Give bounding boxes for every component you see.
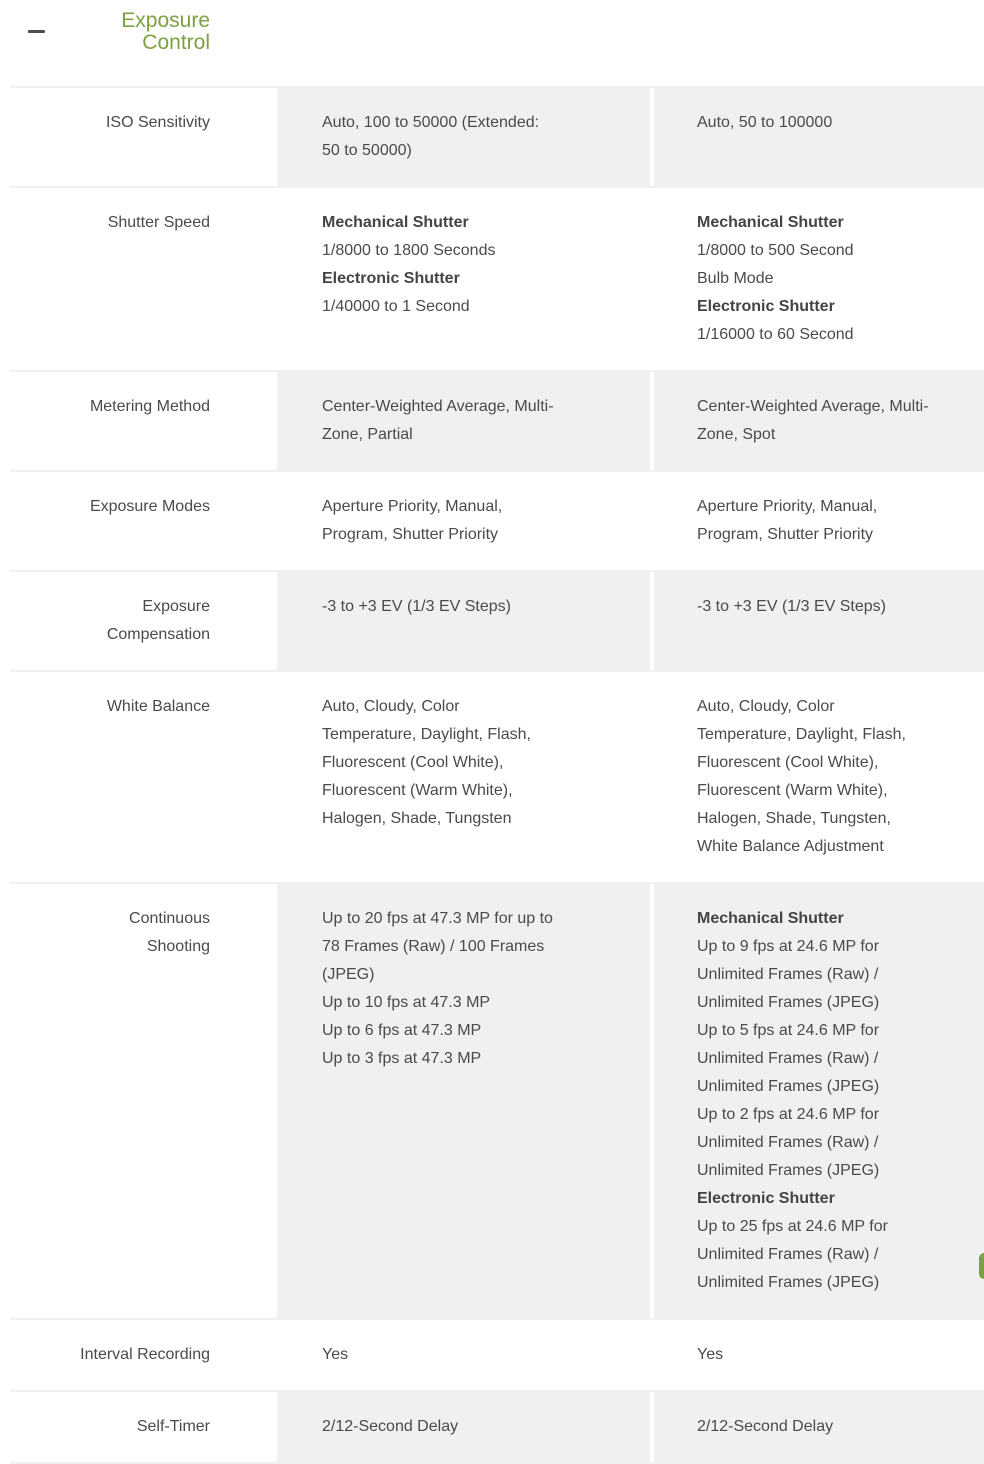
- section-title[interactable]: Exposure Control: [121, 9, 210, 54]
- spec-line: Aperture Priority, Manual, Program, Shutter Priority: [697, 498, 878, 543]
- spec-line: 1/16000 to 60 Second: [697, 326, 854, 343]
- spec-line: -3 to +3 EV (1/3 EV Steps): [697, 598, 886, 615]
- spec-value-product2: [654, 188, 984, 370]
- spec-line: Electronic Shutter: [697, 1190, 835, 1207]
- spec-row-label: Metering Method: [0, 372, 277, 470]
- spec-row: [0, 188, 984, 370]
- spec-value-product1: [277, 572, 650, 670]
- spec-row-label: White Balance: [0, 672, 277, 882]
- spec-line: Mechanical Shutter: [322, 214, 469, 231]
- spec-line: Up to 2 fps at 24.6 MP for Unlimited Frames (Raw) / Unlimited Frames (JPEG): [697, 1106, 880, 1179]
- spec-line: 2/12-Second Delay: [322, 1418, 459, 1435]
- floating-action-button-edge[interactable]: [979, 1253, 984, 1279]
- spec-value-product2: [654, 372, 984, 470]
- spec-row-label: Shutter Speed: [0, 188, 277, 370]
- spec-value-product2: [654, 1320, 984, 1390]
- spec-value-product2: [654, 884, 984, 1318]
- spec-table: [0, 86, 984, 1464]
- spec-value-product1: [277, 372, 650, 470]
- spec-row-label: Interval Recording: [0, 1320, 277, 1390]
- spec-line: Up to 10 fps at 47.3 MP: [322, 994, 491, 1011]
- spec-row-label: ISO Sensitivity: [0, 88, 277, 186]
- spec-line: Center-Weighted Average, Multi-Zone, Spot: [697, 398, 929, 443]
- spec-line: Up to 5 fps at 24.6 MP for Unlimited Frames (Raw) / Unlimited Frames (JPEG): [697, 1022, 880, 1095]
- spec-value-product1: [277, 1320, 650, 1390]
- spec-line: 1/8000 to 1800 Seconds: [322, 242, 496, 259]
- spec-value-product2: [654, 88, 984, 186]
- spec-row: [0, 672, 984, 882]
- spec-line: Up to 3 fps at 47.3 MP: [322, 1050, 482, 1067]
- section-header[interactable]: [0, 0, 984, 54]
- spec-value-product1: [277, 88, 650, 186]
- spec-line: 2/12-Second Delay: [697, 1418, 834, 1435]
- spec-line: Mechanical Shutter: [697, 910, 844, 927]
- spec-row: [0, 88, 984, 186]
- spec-line: Aperture Priority, Manual, Program, Shutter Priority: [322, 498, 503, 543]
- spec-line: Mechanical Shutter: [697, 214, 844, 231]
- spec-line: Auto, Cloudy, Color Temperature, Daylight, Flash, Fluorescent (Cool White), Fluorescent (Warm White), Halogen, Shade, Tungsten, White Balance Adjustment: [697, 698, 906, 855]
- spec-value-product2: [654, 572, 984, 670]
- spec-line: Auto, 50 to 100000: [697, 114, 833, 131]
- spec-value-product1: [277, 672, 650, 882]
- spec-value-product1: [277, 472, 650, 570]
- spec-row: [0, 1320, 984, 1390]
- spec-line: 1/40000 to 1 Second: [322, 298, 470, 315]
- spec-line: Auto, Cloudy, Color Temperature, Daylight, Flash, Fluorescent (Cool White), Fluorescent (Warm White), Halogen, Shade, Tungsten: [322, 698, 531, 827]
- spec-line: 1/8000 to 500 Second: [697, 242, 854, 259]
- spec-line: -3 to +3 EV (1/3 EV Steps): [322, 598, 511, 615]
- spec-line: Up to 20 fps at 47.3 MP for up to 78 Frames (Raw) / 100 Frames (JPEG): [322, 910, 553, 983]
- spec-value-product2: [654, 472, 984, 570]
- spec-value-product1: [277, 188, 650, 370]
- spec-line: Up to 6 fps at 47.3 MP: [322, 1022, 482, 1039]
- spec-value-product2: [654, 672, 984, 882]
- spec-row-label: Exposure Compensation: [0, 572, 277, 670]
- spec-line: Up to 25 fps at 24.6 MP for Unlimited Frames (Raw) / Unlimited Frames (JPEG): [697, 1218, 888, 1291]
- spec-line: Yes: [322, 1346, 349, 1363]
- spec-line: Electronic Shutter: [697, 298, 835, 315]
- spec-line: Center-Weighted Average, Multi-Zone, Partial: [322, 398, 554, 443]
- spec-line: Up to 9 fps at 24.6 MP for Unlimited Frames (Raw) / Unlimited Frames (JPEG): [697, 938, 880, 1011]
- spec-row-label: Exposure Modes: [0, 472, 277, 570]
- spec-value-product1: [277, 884, 650, 1318]
- spec-row: [0, 372, 984, 470]
- spec-line: Electronic Shutter: [322, 270, 460, 287]
- spec-line: Yes: [697, 1346, 724, 1363]
- spec-row-label: Self-Timer: [0, 1392, 277, 1462]
- spec-line: Auto, 100 to 50000 (Extended: 50 to 50000): [322, 114, 540, 159]
- spec-line: Bulb Mode: [697, 270, 774, 287]
- spec-row-label: Continuous Shooting: [0, 884, 277, 1318]
- minus-icon[interactable]: [28, 30, 45, 33]
- spec-row: [0, 884, 984, 1318]
- spec-row: [0, 472, 984, 570]
- spec-row: [0, 572, 984, 670]
